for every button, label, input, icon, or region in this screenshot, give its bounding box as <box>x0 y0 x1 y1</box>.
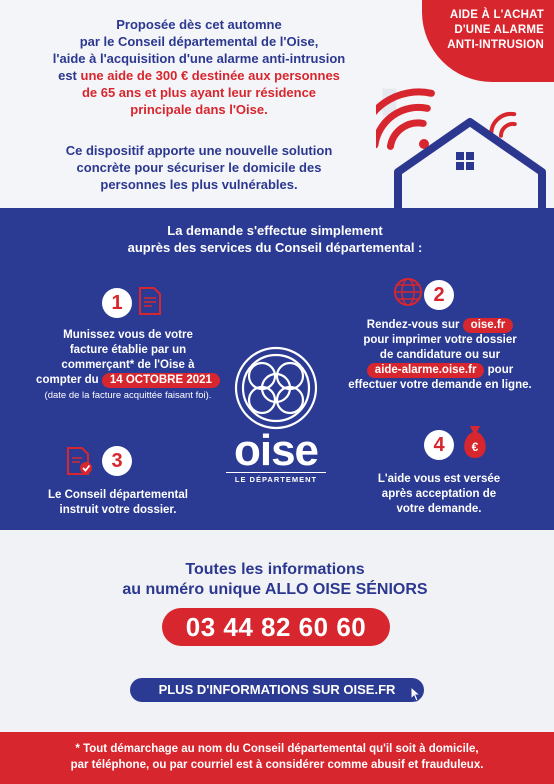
step-2-number: 2 <box>424 280 454 310</box>
logo-wordmark: oise <box>233 426 319 475</box>
intro-paragraph-2: Ce dispositif apporte une nouvelle solution concrète pour sécuriser le domicile des personnes les plus vulnérables. <box>65 143 333 192</box>
aide-alarme-link[interactable]: aide-alarme.oise.fr <box>367 363 485 378</box>
money-bag-icon <box>460 424 490 460</box>
step-3-text: Le Conseil départemental instruit votre dossier. <box>48 489 188 516</box>
phone-number[interactable]: 03 44 82 60 60 <box>162 608 390 646</box>
step-1-number: 1 <box>102 288 132 318</box>
document-check-icon <box>66 446 94 476</box>
logo-subtitle: LE DÉPARTEMENT <box>226 472 326 484</box>
steps-title: La demande s'effectue simplement auprès des services du Conseil départemental : <box>127 223 423 255</box>
wifi-signal-icon <box>376 88 431 146</box>
more-info-link[interactable]: PLUS D'INFORMATIONS SUR OISE.FR <box>130 678 424 702</box>
step-3-number: 3 <box>102 446 132 476</box>
oise-link[interactable]: oise.fr <box>463 318 514 333</box>
step-2-text: Rendez-vous sur oise.fr pour imprimer votre dossier de candidature ou sur aide-alarme.oise.fr pour effectuer votre demande en ligne. <box>348 319 532 391</box>
step-4-number: 4 <box>424 430 454 460</box>
invoice-icon <box>138 286 162 316</box>
intro-paragraph: Proposée dès cet automne par le Conseil départemental de l'Oise, l'aide à l'acquisition d'une alarme anti-intrusion est une aide de 300 € destinée aux personnes de 65 ans et plus ayant leur résidence principale dans l'Oise. <box>52 17 346 117</box>
footer-disclaimer: * Tout démarchage au nom du Conseil départemental qu'il soit à domicile, par téléphone, ou par courriel est à considérer comme abusif et frauduleux. <box>0 732 554 784</box>
cursor-icon <box>408 686 424 702</box>
svg-text:€: € <box>471 440 479 454</box>
corner-banner: AIDE À L'ACHAT D'UNE ALARME ANTI-INTRUSION <box>422 0 554 82</box>
background-watermark: ▮ <box>380 81 399 119</box>
date-badge: 14 OCTOBRE 2021 <box>102 373 220 388</box>
house-icon <box>376 88 546 210</box>
contact-heading: Toutes les informations au numéro unique ALLO OISE SÉNIORS <box>122 561 428 598</box>
step-1-text: Munissez vous de votre facture établie par un commerçant* de l'Oise à compter du 14 OCTOBRE 2021 (date de la facture acquittée faisant foi). <box>28 328 228 403</box>
step-4-text: L'aide vous est versée après acceptation de votre demande. <box>377 473 501 515</box>
globe-icon <box>392 276 424 308</box>
